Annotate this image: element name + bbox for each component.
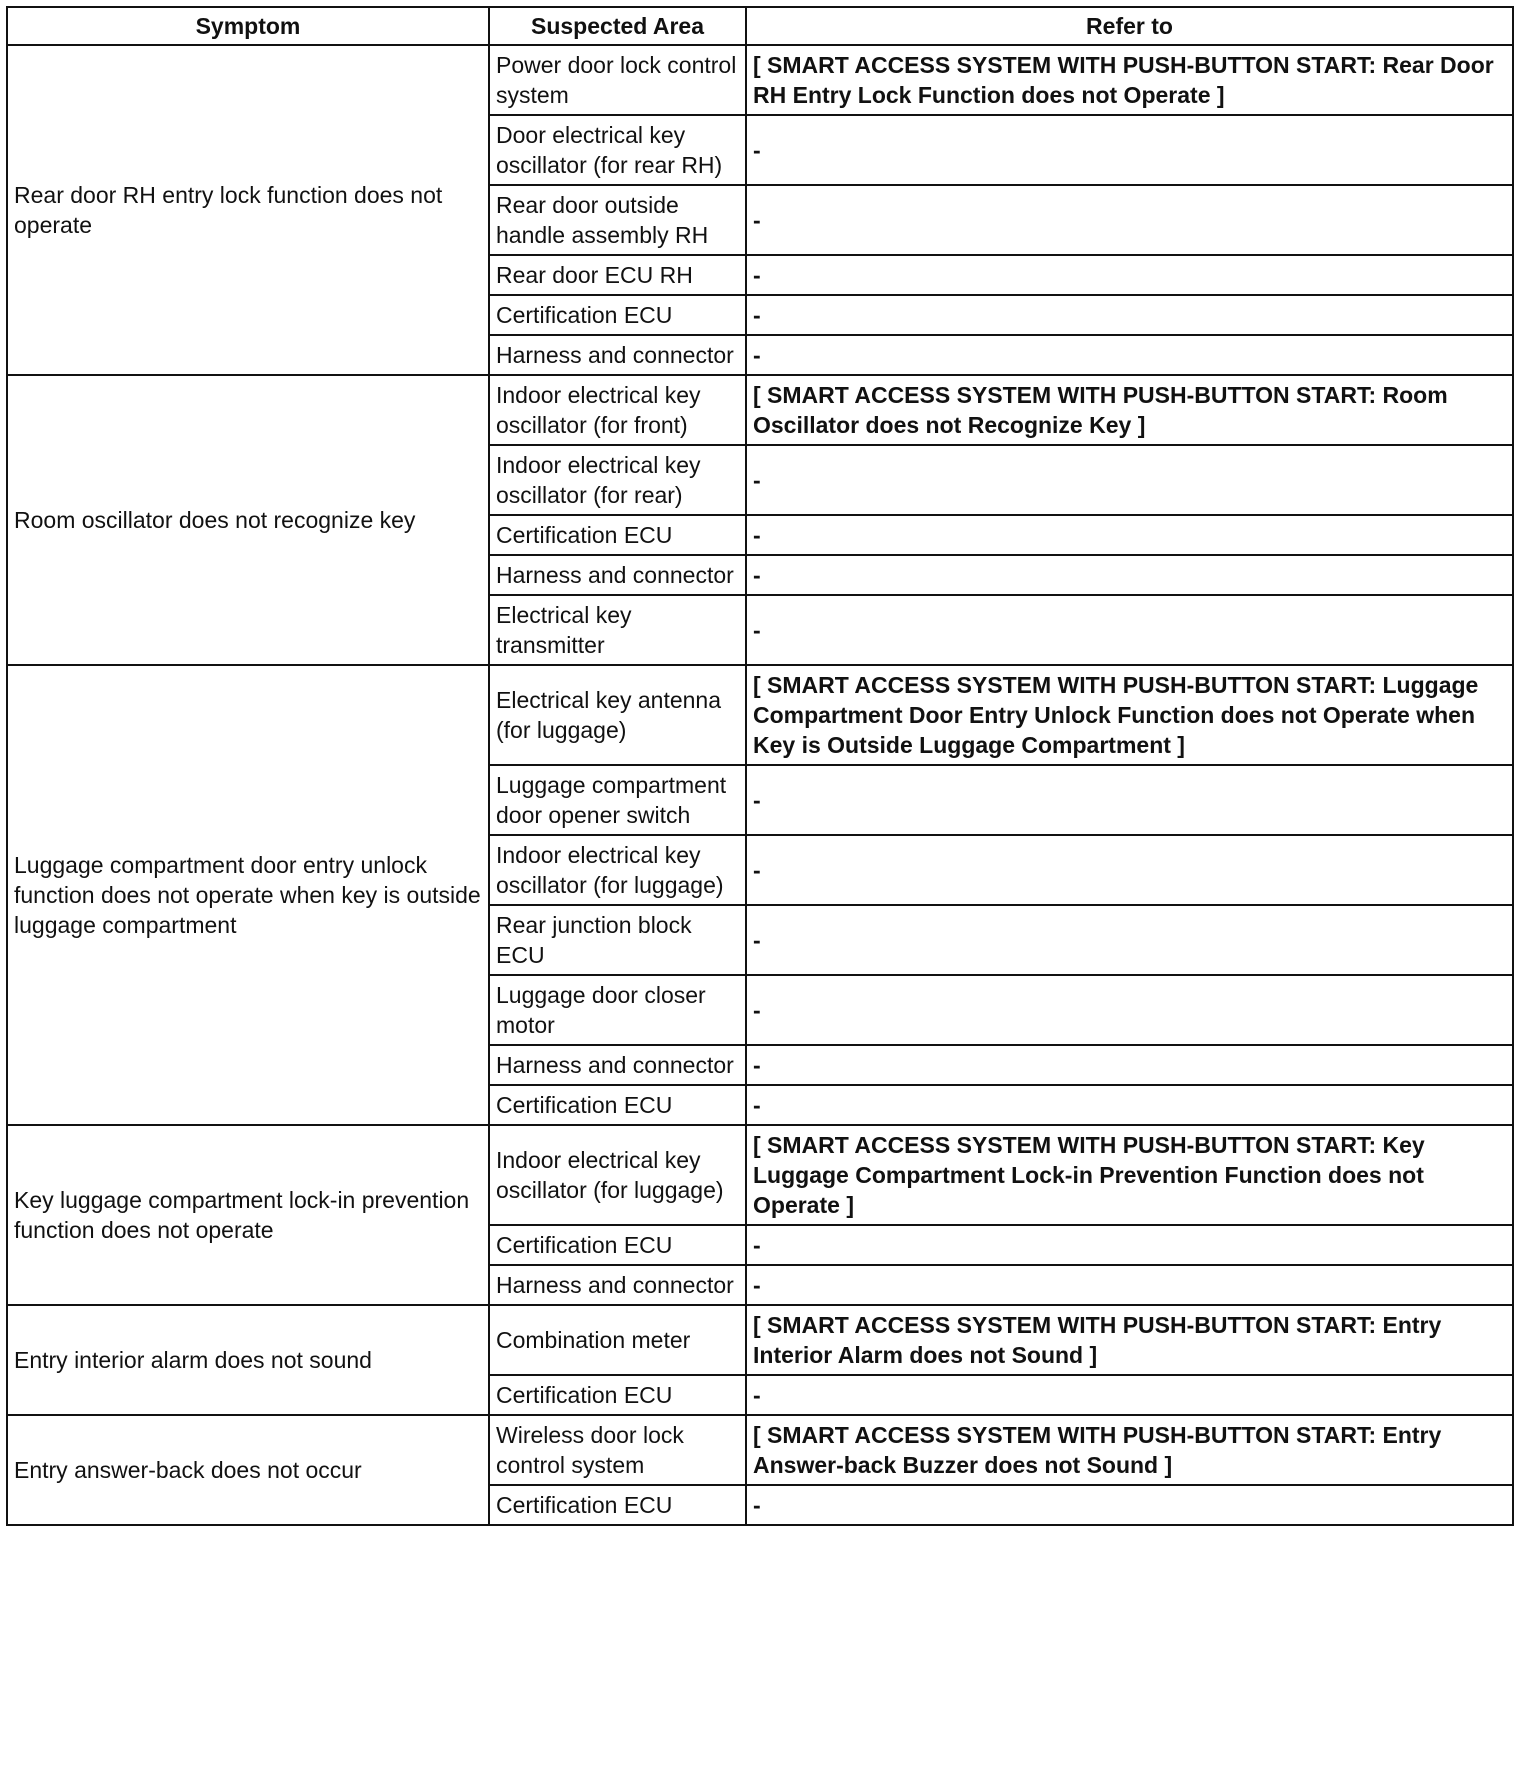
- refer-to-cell: -: [746, 1375, 1513, 1415]
- suspected-area-cell: Electrical key antenna (for luggage): [489, 665, 746, 765]
- refer-to-cell: -: [746, 905, 1513, 975]
- refer-to-cell: -: [746, 835, 1513, 905]
- suspected-area-cell: Door electrical key oscillator (for rear RH): [489, 115, 746, 185]
- suspected-area-cell: Certification ECU: [489, 1375, 746, 1415]
- suspected-area-cell: Power door lock control system: [489, 45, 746, 115]
- table-row: [7, 375, 1513, 445]
- symptom-cell: Room oscillator does not recognize key: [7, 375, 489, 665]
- refer-to-cell: -: [746, 1085, 1513, 1125]
- refer-to-cell: -: [746, 335, 1513, 375]
- refer-to-cell: -: [746, 295, 1513, 335]
- refer-to-cell: -: [746, 445, 1513, 515]
- refer-to-cell: -: [746, 255, 1513, 295]
- refer-to-cell: -: [746, 1045, 1513, 1085]
- suspected-area-cell: Wireless door lock control system: [489, 1415, 746, 1485]
- symptom-cell: Entry answer-back does not occur: [7, 1415, 489, 1525]
- header-symptom: Symptom: [7, 7, 489, 45]
- suspected-area-cell: Harness and connector: [489, 335, 746, 375]
- suspected-area-cell: Certification ECU: [489, 515, 746, 555]
- suspected-area-cell: Electrical key transmitter: [489, 595, 746, 665]
- suspected-area-cell: Certification ECU: [489, 295, 746, 335]
- refer-to-cell: -: [746, 515, 1513, 555]
- suspected-area-cell: Indoor electrical key oscillator (for luggage): [489, 1125, 746, 1225]
- refer-to-cell: -: [746, 765, 1513, 835]
- refer-to-cell: -: [746, 1225, 1513, 1265]
- symptom-cell: Rear door RH entry lock function does not operate: [7, 45, 489, 375]
- header-row: [7, 7, 1513, 45]
- refer-to-cell: [ SMART ACCESS SYSTEM WITH PUSH-BUTTON START: Key Luggage Compartment Lock-in Prevention Function does not Operate ]: [746, 1125, 1513, 1225]
- suspected-area-cell: Combination meter: [489, 1305, 746, 1375]
- suspected-area-cell: Indoor electrical key oscillator (for luggage): [489, 835, 746, 905]
- table-body: [7, 45, 1513, 1525]
- suspected-area-cell: Rear junction block ECU: [489, 905, 746, 975]
- symptom-cell: Entry interior alarm does not sound: [7, 1305, 489, 1415]
- refer-to-cell: [ SMART ACCESS SYSTEM WITH PUSH-BUTTON START: Entry Interior Alarm does not Sound ]: [746, 1305, 1513, 1375]
- suspected-area-cell: Certification ECU: [489, 1085, 746, 1125]
- suspected-area-cell: Certification ECU: [489, 1485, 746, 1525]
- suspected-area-cell: Rear door ECU RH: [489, 255, 746, 295]
- troubleshooting-table: [6, 6, 1514, 1526]
- suspected-area-cell: Harness and connector: [489, 1265, 746, 1305]
- table-row: [7, 665, 1513, 765]
- suspected-area-cell: Luggage compartment door opener switch: [489, 765, 746, 835]
- suspected-area-cell: Indoor electrical key oscillator (for rear): [489, 445, 746, 515]
- refer-to-cell: -: [746, 555, 1513, 595]
- suspected-area-cell: Harness and connector: [489, 1045, 746, 1085]
- suspected-area-cell: Harness and connector: [489, 555, 746, 595]
- symptom-cell: Luggage compartment door entry unlock function does not operate when key is outside luggage compartment: [7, 665, 489, 1125]
- refer-to-cell: [ SMART ACCESS SYSTEM WITH PUSH-BUTTON START: Rear Door RH Entry Lock Function does not Operate ]: [746, 45, 1513, 115]
- refer-to-cell: [ SMART ACCESS SYSTEM WITH PUSH-BUTTON START: Entry Answer-back Buzzer does not Sound ]: [746, 1415, 1513, 1485]
- refer-to-cell: -: [746, 595, 1513, 665]
- refer-to-cell: -: [746, 975, 1513, 1045]
- suspected-area-cell: Rear door outside handle assembly RH: [489, 185, 746, 255]
- header-suspected-area: Suspected Area: [489, 7, 746, 45]
- table-row: [7, 45, 1513, 115]
- suspected-area-cell: Luggage door closer motor: [489, 975, 746, 1045]
- refer-to-cell: -: [746, 1485, 1513, 1525]
- refer-to-cell: -: [746, 1265, 1513, 1305]
- table-row: [7, 1305, 1513, 1375]
- suspected-area-cell: Certification ECU: [489, 1225, 746, 1265]
- suspected-area-cell: Indoor electrical key oscillator (for front): [489, 375, 746, 445]
- refer-to-cell: -: [746, 115, 1513, 185]
- refer-to-cell: [ SMART ACCESS SYSTEM WITH PUSH-BUTTON START: Room Oscillator does not Recognize Key ]: [746, 375, 1513, 445]
- symptom-cell: Key luggage compartment lock-in prevention function does not operate: [7, 1125, 489, 1305]
- refer-to-cell: [ SMART ACCESS SYSTEM WITH PUSH-BUTTON START: Luggage Compartment Door Entry Unlock Function does not Operate when Key is Outside Luggage Compartment ]: [746, 665, 1513, 765]
- table-row: [7, 1125, 1513, 1225]
- table-row: [7, 1415, 1513, 1485]
- refer-to-cell: -: [746, 185, 1513, 255]
- header-refer-to: Refer to: [746, 7, 1513, 45]
